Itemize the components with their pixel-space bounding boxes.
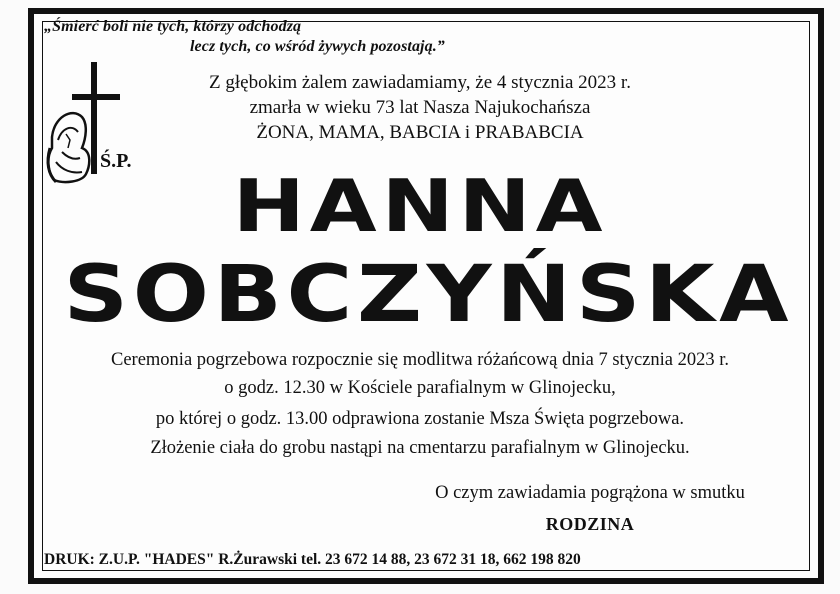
- deceased-last-name: SOBCZYŃSKA: [63, 250, 794, 340]
- sp-label: Ś.P.: [100, 150, 132, 172]
- intro-line-1: Z głębokim żalem zawiadamiamy, że 4 stycznia 2023 r.: [209, 72, 631, 93]
- closing-text: O czym zawiadamia pogrążona w smutku: [435, 483, 745, 503]
- ceremony-line-3: po której o godz. 13.00 odprawiona zostanie Msza Święta pogrzebowa.: [155, 409, 685, 429]
- intro-line-3: ŻONA, MAMA, BABCIA i PRABABCIA: [256, 122, 584, 143]
- quote-line-1: „Śmierć boli nie tych, którzy odchodzą: [44, 18, 302, 35]
- ceremony-line-4: Złożenie ciała do grobu nastąpi na cmentarzu parafialnym w Glinojecku.: [150, 438, 690, 458]
- intro-line-2: zmarła w wieku 73 lat Nasza Najukochańsza: [249, 97, 591, 118]
- deceased-first-name: HANNA: [232, 164, 608, 248]
- quote-line-2: lecz tych, co wśród żywych pozostają.”: [190, 38, 445, 55]
- ceremony-line-2: o godz. 12.30 w Kościele parafialnym w Glinojecku,: [224, 378, 616, 398]
- signature: RODZINA: [545, 514, 635, 534]
- ceremony-line-1: Ceremonia pogrzebowa rozpocznie się modlitwa różańcową dnia 7 stycznia 2023 r.: [111, 350, 729, 370]
- printer-footer: DRUK: Z.U.P. "HADES" R.Żurawski tel. 23 672 14 88, 23 672 31 18, 662 198 820: [44, 551, 581, 568]
